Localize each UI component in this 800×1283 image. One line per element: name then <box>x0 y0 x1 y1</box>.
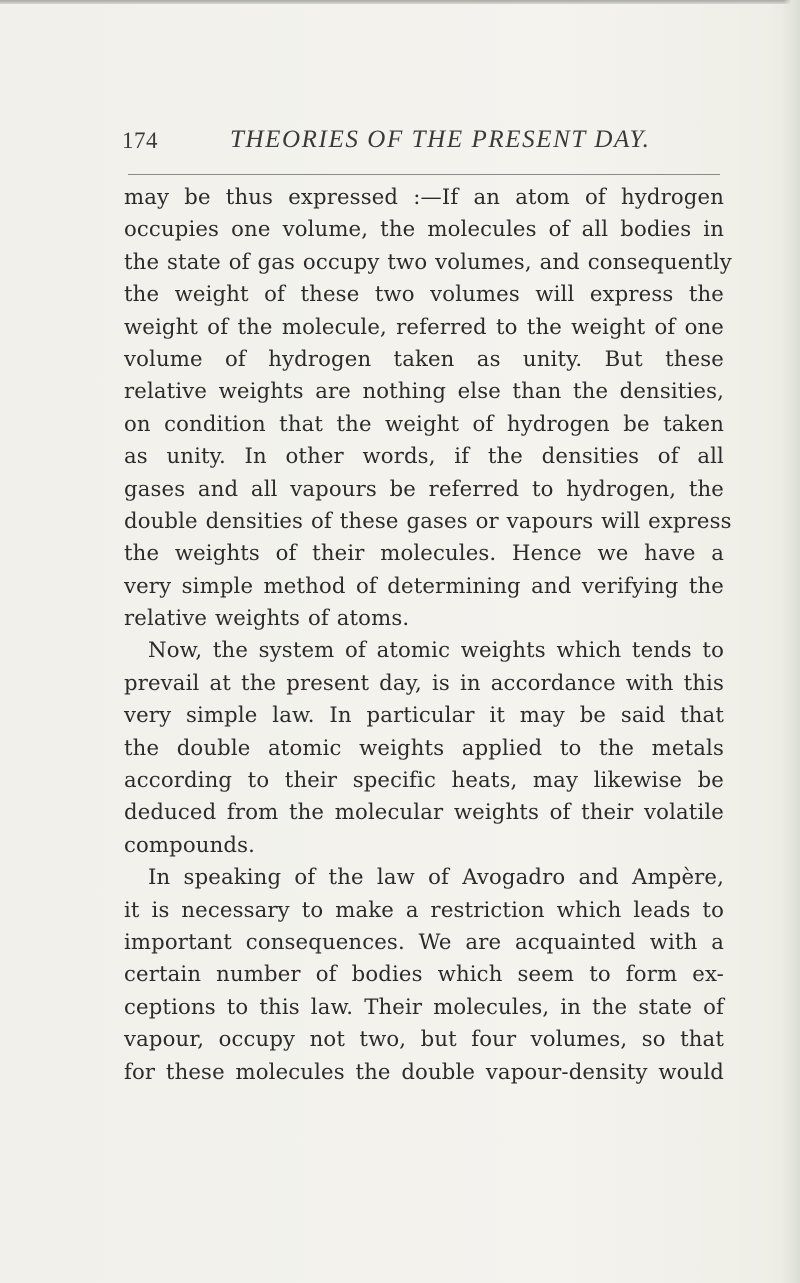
page-right-edge <box>784 0 800 1283</box>
text-line: certain number of bodies which seem to form ex- <box>124 961 724 987</box>
text-line: gases and all vapours be referred to hydrogen, the <box>124 475 724 501</box>
text-line: for these molecules the double vapour-density would <box>124 1058 724 1084</box>
text-line: occupies one volume, the molecules of all bodies in <box>124 216 724 242</box>
paragraph-start-line: In speaking of the law of Avogadro and Ampère, <box>148 864 724 890</box>
text-line: may be thus expressed :—If an atom of hydrogen <box>124 184 724 209</box>
text-line: volume of hydrogen taken as unity. But these <box>124 345 724 371</box>
text-line: very simple law. In particular it may be said that <box>124 702 724 728</box>
text-line: according to their specific heats, may likewise be <box>124 767 724 793</box>
text-line: vapour, occupy not two, but four volumes, so that <box>124 1026 724 1052</box>
text-line: weight of the molecule, referred to the weight of one <box>124 313 724 339</box>
paragraph-start-line: Now, the system of atomic weights which tends to <box>148 637 724 663</box>
paragraph-end-line: compounds. <box>124 831 255 857</box>
text-line: relative weights are nothing else than the densities, <box>124 378 724 404</box>
page-number: 174 <box>122 128 158 153</box>
text-line: deduced from the molecular weights of their volatile <box>124 799 724 825</box>
text-line: the double atomic weights applied to the metals <box>124 734 724 760</box>
text-line: very simple method of determining and verifying the <box>124 572 724 598</box>
header-rule <box>128 174 720 175</box>
text-line: the weight of these two volumes will express the <box>124 281 724 307</box>
page-header <box>122 128 722 164</box>
text-line: important consequences. We are acquainted with a <box>124 928 724 954</box>
paragraph-end-line: relative weights of atoms. <box>124 605 410 631</box>
text-line: the state of gas occupy two volumes, and consequently <box>124 248 732 274</box>
text-line: ceptions to this law. Their molecules, in the state of <box>124 993 724 1019</box>
running-title: THEORIES OF THE PRESENT DAY. <box>230 126 651 153</box>
text-line: double densities of these gases or vapours will express <box>124 507 732 533</box>
text-line: as unity. In other words, if the densities of all <box>124 443 724 469</box>
text-line: it is necessary to make a restriction which leads to <box>124 896 724 922</box>
text-line: on condition that the weight of hydrogen be taken <box>124 410 724 436</box>
text-line: prevail at the present day, is in accordance with this <box>124 669 724 695</box>
body-text <box>124 181 732 1088</box>
page-top-edge <box>0 0 800 4</box>
text-line: the weights of their molecules. Hence we have a <box>124 540 724 566</box>
